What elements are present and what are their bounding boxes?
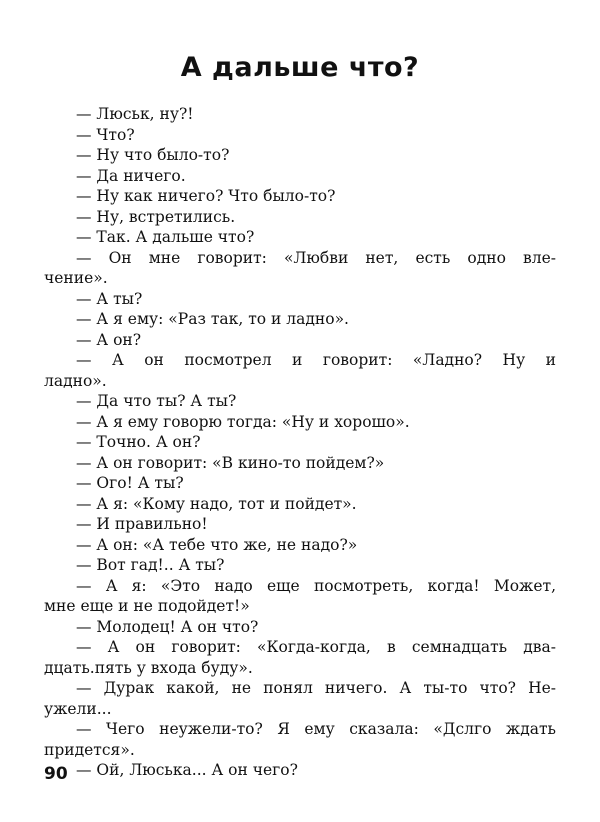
dialogue-line-first: — А он говорит: «Когда-когда, в семнадцать два- xyxy=(76,638,556,656)
dialogue-line-first: — Он мне говорит: «Любви нет, есть одно вле- xyxy=(76,248,556,267)
dialogue-line: — Ну, встретились. xyxy=(76,207,236,226)
dialogue-line: — И правильно! xyxy=(76,515,208,533)
dialogue-line: — Что? xyxy=(76,125,135,144)
dialogue-line: — Да ничего. xyxy=(76,166,186,185)
dialogue-line: — А он? xyxy=(76,330,142,349)
dialogue-line xyxy=(44,678,556,719)
dialogue-line-continuation: ладно». xyxy=(44,371,107,390)
dialogue-line: — Люськ, ну?! xyxy=(76,105,194,123)
dialogue-line: — А он: «А тебе что же, не надо?» xyxy=(76,535,358,554)
dialogue-line-continuation: чение». xyxy=(44,269,108,287)
dialogue-line: — Вот гад!.. А ты? xyxy=(76,556,225,574)
dialogue-line: — Ого! А ты? xyxy=(76,474,184,492)
dialogue-line: — А ты? xyxy=(76,289,143,308)
dialogue-line-first: — А он посмотрел и говорит: «Ладно? Ну и xyxy=(76,351,556,369)
dialogue-line xyxy=(44,637,556,678)
dialogue-line xyxy=(44,350,556,391)
dialogue-line: — А я: «Кому надо, тот и пойдет». xyxy=(76,494,357,513)
dialogue-line xyxy=(44,576,556,617)
dialogue-line: — Да что ты? А ты? xyxy=(76,392,237,410)
dialogue-line-continuation: мне еще и не подойдет!» xyxy=(44,597,250,615)
dialogue-line-first: — Чего неужели-то? Я ему сказала: «Дслго ждать xyxy=(76,720,556,738)
dialogue-line: — А он говорит: «В кино-то пойдем?» xyxy=(76,453,385,472)
dialogue-line: — Ну что было-то? xyxy=(76,146,230,164)
dialogue-line xyxy=(44,719,556,760)
dialogue-line: — А я ему: «Раз так, то и ладно». xyxy=(76,310,349,328)
dialogue-text xyxy=(44,104,556,781)
dialogue-line-continuation: дцать.пять у входа буду». xyxy=(44,658,253,677)
dialogue-line-first: — А я: «Это надо еще посмотреть, когда! Может, xyxy=(76,576,556,595)
dialogue-line: — Молодец! А он что? xyxy=(76,617,259,636)
chapter-title: А дальше что? xyxy=(180,52,420,83)
dialogue-line: — Ой, Люська... А он чего? xyxy=(76,761,298,779)
page-number: 90 xyxy=(44,764,68,784)
dialogue-line: — Точно. А он? xyxy=(76,433,201,451)
dialogue-line: — А я ему говорю тогда: «Ну и хорошо». xyxy=(76,412,410,431)
dialogue-line: — Так. А дальше что? xyxy=(76,228,255,246)
dialogue-line-first: — Дурак какой, не понял ничего. А ты-то что? Не- xyxy=(76,679,556,697)
dialogue-line-continuation: придется». xyxy=(44,740,135,759)
dialogue-line xyxy=(44,248,556,289)
dialogue-line: — Ну как ничего? Что было-то? xyxy=(76,187,336,205)
dialogue-line-continuation: ужели... xyxy=(44,699,112,718)
